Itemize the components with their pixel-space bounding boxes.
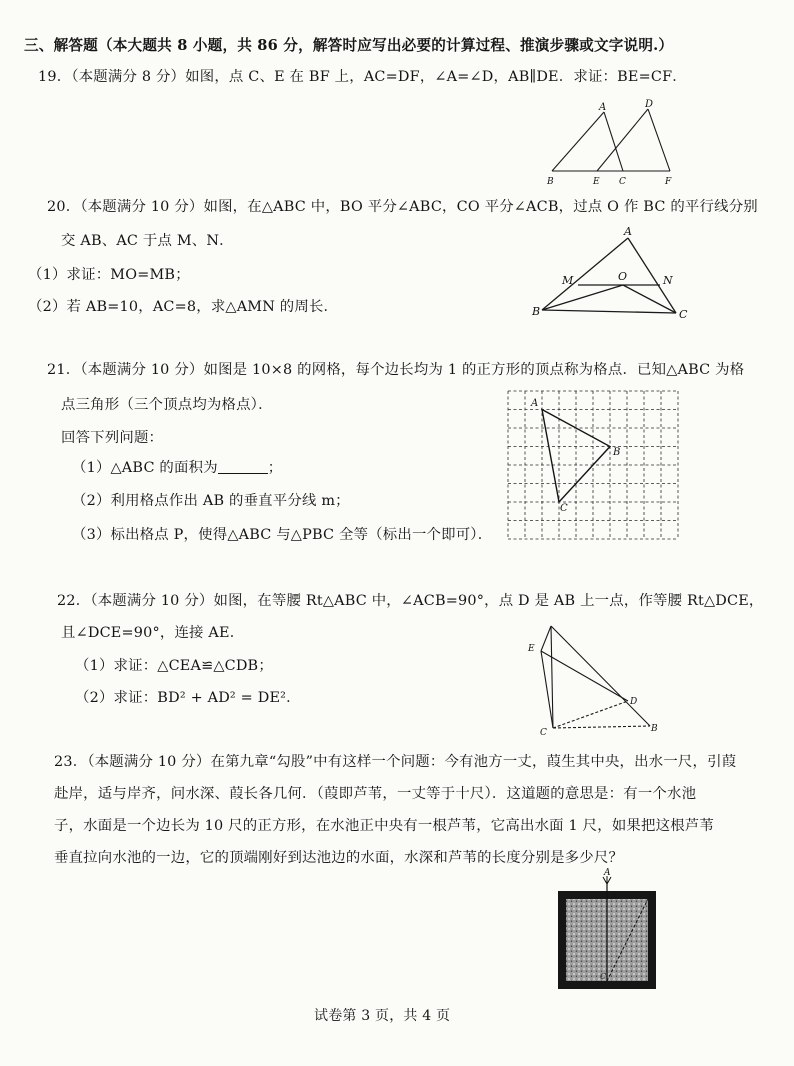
section-header: 三、解答题（本大题共 8 小题，共 86 分，解答时应写出必要的计算过程、推演步骤或文字说明.） xyxy=(24,37,674,54)
q19-label-e: E xyxy=(593,177,600,187)
q21-label-a: A xyxy=(531,398,539,409)
q23-pond-figure xyxy=(548,868,668,993)
q21-part1-suffix: ； xyxy=(267,460,283,476)
q20-figure xyxy=(530,222,700,322)
q22-line2: 且∠DCE=90°，连接 AE． xyxy=(61,625,245,641)
q20-line1: 20．（本题满分 10 分）如图，在△ABC 中，BO 平分∠ABC，CO 平分∠ACB，过点 O 作 BC 的平行线分别 xyxy=(47,199,758,215)
q23-label-c: C xyxy=(600,972,607,981)
q20-part1: （1）求证：MO=MB； xyxy=(28,267,190,283)
q23-line2: 赴岸，适与岸齐，问水深、葭长各几何．（葭即芦苇，一丈等于十尺）．这道题的意思是：有一个水池 xyxy=(54,786,697,802)
q19-segment-df xyxy=(648,109,670,171)
q21-part3: （3）标出格点 P，使得△ABC 与△PBC 全等（标出一个即可）． xyxy=(72,527,493,543)
q22-label-c: C xyxy=(540,728,547,738)
page-footer: 试卷第 3 页，共 4 页 xyxy=(314,1008,451,1024)
q19-label-d: D xyxy=(645,99,654,110)
q19-segment-de xyxy=(597,109,648,171)
q20-label-a: A xyxy=(624,225,632,238)
q22-segment-cd xyxy=(553,701,628,728)
q20-label-o: O xyxy=(618,270,628,283)
q21-label-c: C xyxy=(560,503,568,514)
q20-segment-bc xyxy=(542,310,676,313)
q21-answer-blank xyxy=(218,459,268,474)
q20-label-c: C xyxy=(679,308,688,321)
q22-label-d: D xyxy=(630,697,638,707)
q23-line4: 垂直拉向水池的一边，它的顶端刚好到达池边的水面，水深和芦苇的长度分别是多少尺？ xyxy=(54,850,624,866)
q19-segment-ab xyxy=(552,112,604,171)
q20-segment-bo xyxy=(542,285,623,310)
q20-segment-co xyxy=(623,285,676,313)
q22-label-b: B xyxy=(651,724,658,734)
q20-label-m: M xyxy=(562,274,574,287)
q20-segment-ab xyxy=(542,238,628,310)
q23-label-a: A xyxy=(604,868,611,878)
q23-label-d: D xyxy=(648,891,656,901)
q21-line2: 点三角形（三个顶点均为格点）． xyxy=(61,397,273,413)
q19-label-c: C xyxy=(619,177,626,187)
q21-grid-figure xyxy=(500,383,690,543)
q19-label-b: B xyxy=(547,177,554,187)
q21-line1: 21．（本题满分 10 分）如图是 10×8 的网格，每个边长均为 1 的正方形的顶点称为格点．已知△ABC 为格 xyxy=(47,362,745,378)
q23-label-b: B xyxy=(610,891,617,901)
q22-part2: （2）求证：BD² + AD² = DE²． xyxy=(75,690,301,706)
q20-line2: 交 AB、AC 于点 M、N． xyxy=(61,233,234,249)
q22-segment-ae xyxy=(541,626,551,651)
q20-part2: （2）若 AB=10，AC=8，求△AMN 的周长． xyxy=(28,299,339,315)
q21-part2: （2）利用格点作出 AB 的垂直平分线 m； xyxy=(72,493,350,509)
q22-segment-ca xyxy=(551,626,553,728)
q20-label-b: B xyxy=(532,305,541,318)
q21-prompt: 回答下列问题： xyxy=(61,430,164,446)
q20-label-n: N xyxy=(663,274,673,287)
q22-segment-cb xyxy=(553,726,650,728)
q21-triangle-abc xyxy=(542,410,610,503)
q22-segment-ed xyxy=(541,651,628,701)
q22-line1: 22．（本题满分 10 分）如图，在等腰 Rt△ABC 中，∠ACB=90°，点 D 是 AB 上一点，作等腰 Rt△DCE， xyxy=(57,593,764,609)
q19-figure xyxy=(540,100,680,190)
q21-part1 xyxy=(72,458,282,478)
q21-label-b: B xyxy=(613,447,621,458)
q21-part1-prefix: （1）△ABC 的面积为 xyxy=(72,460,218,476)
q23-line1: 23．（本题满分 10 分）在第九章“勾股”中有这样一个问题：今有池方一丈，葭生其中央，出水一尺，引葭 xyxy=(54,754,737,770)
q19-label-a: A xyxy=(599,102,607,113)
q22-figure xyxy=(520,618,670,738)
q23-line3: 子，水面是一个边长为 10 尺的正方形，在水池正中央有一根芦苇，它高出水面 1 尺，如果把这根芦苇 xyxy=(54,818,714,834)
q19-text: 19．（本题满分 8 分）如图，点 C、E 在 BF 上，AC=DF，∠A=∠D，AB∥DE．求证：BE=CF． xyxy=(38,69,687,85)
q22-label-e: E xyxy=(528,644,535,654)
q22-part1: （1）求证：△CEA≌△CDB； xyxy=(75,658,273,674)
q19-segment-ac xyxy=(604,112,623,171)
q19-label-f: F xyxy=(665,177,672,187)
